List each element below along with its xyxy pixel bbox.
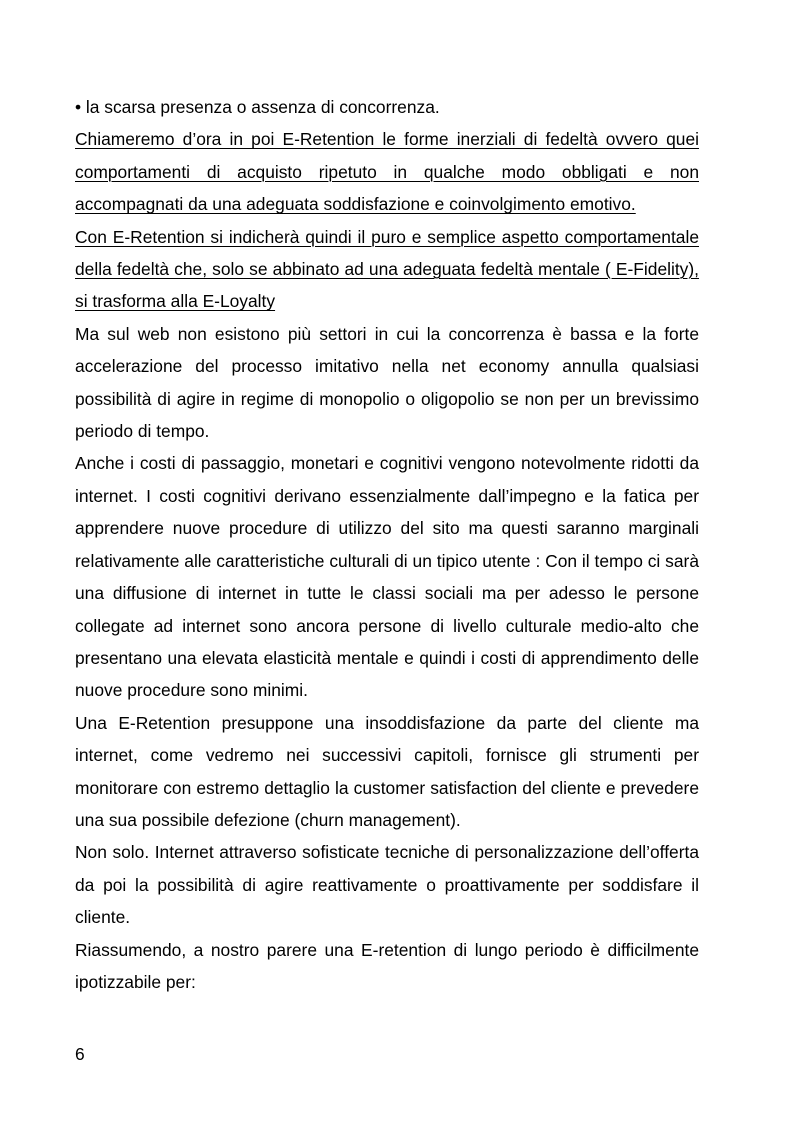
paragraph-e-retention-definition: Chiameremo d’ora in poi E-Retention le forme inerziali di fedeltà ovvero quei comportamenti di acquisto ripetuto in qualche modo obbligati e non accompagnati da una adeguata soddisfazione e coinvolgimento emotivo. [75, 129, 699, 215]
paragraph-e-retention-behavioral: Con E-Retention si indicherà quindi il puro e semplice aspetto comportamentale della fedeltà che, solo se abbinato ad una adeguata fedeltà mentale ( E-Fidelity), si trasforma alla E-Loyalty [75, 226, 699, 312]
body-text [75, 91, 699, 998]
page-number: 6 [75, 1044, 85, 1064]
paragraph-switching-costs: Anche i costi di passaggio, monetari e cognitivi vengono notevolmente ridotti da internet. I costi cognitivi derivano essenzialmente dall’impegno e la fatica per apprendere nuove procedure di utilizzo del sito ma questi saranno marginali relativamente alle caratteristiche culturali di un tipico utente : Con il tempo ci sarà una diffusione di internet in tutte le classi sociali ma per adesso le persone collegate ad internet sono ancora persone di livello culturale medio-alto che presentano una elevata elasticità mentale e quindi i costi di apprendimento delle nuove procedure sono minimi. [75, 453, 699, 701]
paragraph-web-competition: Ma sul web non esistono più settori in cui la concorrenza è bassa e la forte accelerazione del processo imitativo nella net economy annulla qualsiasi possibilità di agire in regime di monopolio o oligopolio se non per un brevissimo periodo di tempo. [75, 323, 699, 442]
paragraph-personalization: Non solo. Internet attraverso sofisticate tecniche di personalizzazione dell’offerta da poi la possibilità di agire reattivamente o proattivamente per soddisfare il cliente. [75, 842, 699, 928]
paragraph-customer-satisfaction: Una E-Retention presuppone una insoddisfazione da parte del cliente ma internet, come vedremo nei successivi capitoli, fornisce gli strumenti per monitorare con estremo dettaglio la customer satisfaction del cliente e prevedere una sua possibile defezione (churn management). [75, 712, 699, 830]
paragraph-bullet-competition: • la scarsa presenza o assenza di concorrenza. [75, 97, 440, 117]
paragraph-summary: Riassumendo, a nostro parere una E-retention di lungo periodo è difficilmente ipotizzabile per: [75, 939, 699, 992]
